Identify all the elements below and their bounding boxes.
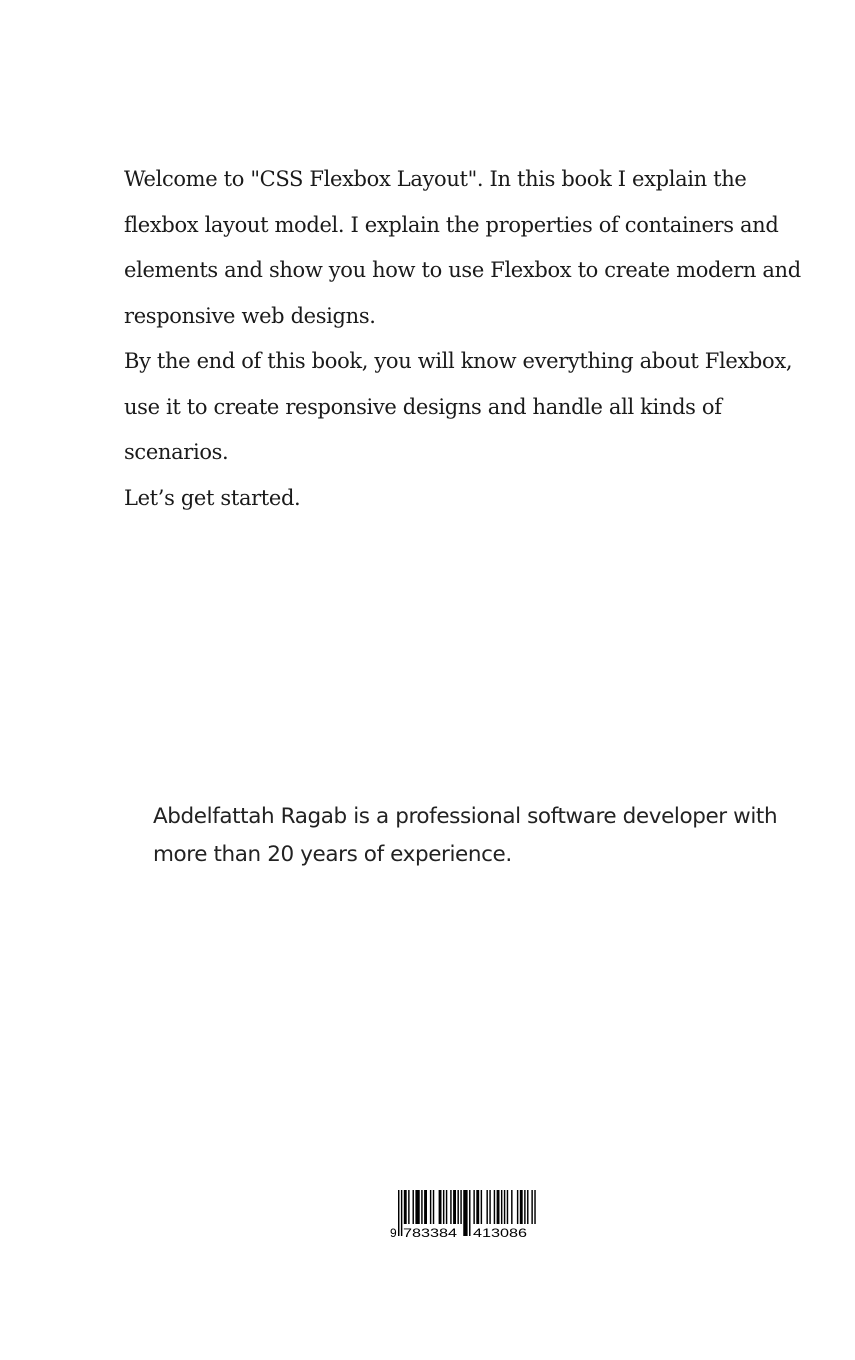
barcode-bar xyxy=(457,1190,458,1224)
barcode-bar xyxy=(424,1190,427,1224)
barcode-digit-prefix: 9 xyxy=(390,1226,397,1240)
barcode-bar xyxy=(524,1190,525,1224)
blurb-paragraph-intro: Welcome to "CSS Flexbox Layout". In this book I explain the flexbox layout model. I explain the properties of containers and elements and show you how to use Flexbox to create modern and responsive web designs. xyxy=(124,167,801,328)
barcode-bar xyxy=(463,1190,467,1236)
barcode-bar xyxy=(473,1190,474,1224)
barcode-bar xyxy=(446,1190,447,1224)
barcode-bar xyxy=(494,1190,495,1224)
barcode-bar xyxy=(517,1190,518,1224)
blurb-paragraph-outcome: By the end of this book, you will know everything about Flexbox, use it to create responsive designs and handle all kinds of scenarios. xyxy=(124,349,793,464)
author-bio: Abdelfattah Ragab is a professional software developer with more than 20 years of experience. xyxy=(153,804,778,867)
barcode-bar xyxy=(453,1190,456,1224)
barcode-bar xyxy=(415,1190,419,1224)
barcode-bar xyxy=(443,1190,444,1224)
isbn-barcode xyxy=(388,1190,550,1240)
barcode-bar xyxy=(408,1190,409,1224)
barcode-bar xyxy=(421,1190,422,1224)
barcode-bar xyxy=(476,1190,479,1224)
barcode-bar xyxy=(430,1190,431,1224)
barcode-bar xyxy=(497,1190,500,1224)
barcode-bar xyxy=(404,1190,407,1224)
barcode-bar xyxy=(469,1190,470,1236)
barcode-bar xyxy=(534,1190,535,1224)
barcode-digits-right: 413086 xyxy=(473,1226,528,1240)
barcode-bar xyxy=(501,1190,502,1224)
blurb-paragraph-closing: Let’s get started. xyxy=(124,485,301,510)
barcode-bar xyxy=(504,1190,505,1224)
barcode-digits-left: 783384 xyxy=(403,1226,458,1240)
barcode-bar xyxy=(413,1190,414,1224)
barcode-bar xyxy=(527,1190,528,1224)
barcode-bar xyxy=(450,1190,451,1224)
barcode-bar xyxy=(531,1190,532,1224)
barcode-bar xyxy=(460,1190,461,1224)
barcode-bar xyxy=(507,1190,508,1224)
barcode-graphic xyxy=(388,1190,550,1240)
barcode-bar xyxy=(489,1190,490,1224)
barcode-bar xyxy=(486,1190,487,1224)
barcode-bar xyxy=(520,1190,523,1224)
barcode-bar xyxy=(433,1190,434,1224)
barcode-bar xyxy=(398,1190,399,1236)
book-blurb xyxy=(124,157,814,521)
barcode-bar xyxy=(481,1190,482,1224)
barcode-bar xyxy=(511,1190,512,1224)
barcode-bar xyxy=(439,1190,442,1224)
